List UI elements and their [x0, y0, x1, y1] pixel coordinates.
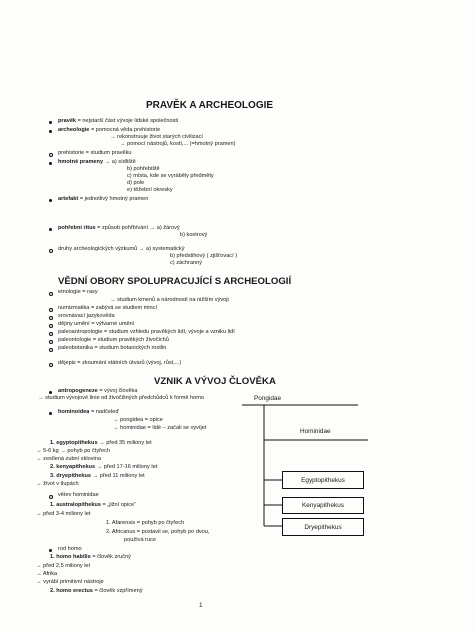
list-item: → pongidea = opice — [113, 417, 163, 423]
list-item: → před 2,5 miliony let — [36, 563, 91, 569]
bullet-circle — [49, 153, 53, 157]
list-item: → pomocí nástrojů, kostí,... (=hmotný pramen) — [120, 141, 236, 147]
list-item: artefakt = jednotlivý hmotný pramen — [58, 196, 149, 202]
list-item: dějiny umění = výtvarné umění — [58, 321, 135, 327]
list-item: b) pohřebiště — [127, 166, 160, 172]
list-item: pohřební ritus = způsob pohřbívání → a) žárový — [58, 225, 180, 231]
list-item: → studium kmenů a národností na nižším vývoji — [110, 297, 229, 303]
bullet — [49, 130, 52, 133]
diagram-root-label: Pongidae — [254, 395, 282, 402]
list-item: c) záchranný — [170, 260, 203, 266]
diagram-branch-label: Hominidae — [300, 428, 331, 435]
bullet — [49, 549, 52, 552]
list-item: hmotné prameny → a) sídliště — [58, 159, 136, 165]
bullet — [49, 121, 52, 124]
diagram-box-dryepithekus: Dryepithekus — [282, 518, 364, 536]
bullet — [49, 162, 52, 165]
list-item: rod homo — [58, 546, 82, 552]
bullet — [49, 412, 52, 415]
list-item: → rekonstruuje život starých civilizací — [110, 134, 203, 140]
list-item: → 5-6 kg → pohyb po čtyřech — [36, 448, 110, 454]
list-item: paleoantropologie = studium vzhledu pravěkých lidí, vývoje a vzniku lidí — [58, 329, 235, 335]
list-item: používá ruce — [124, 537, 157, 543]
list-item: dějepis = zkoumání státních útvarů (vývoj, růst,...) — [58, 360, 182, 366]
list-item: 2. homo erectus = člověk vzpřímený — [50, 588, 143, 594]
list-item: numizmatika = zabývá se studiem mincí — [58, 305, 158, 311]
bullet-circle — [49, 332, 53, 336]
page-title: PRAVĚK A ARCHEOLOGIE — [146, 100, 274, 111]
bullet-circle — [49, 308, 53, 312]
list-item: prehistorie = studium pravěku — [58, 150, 132, 156]
list-item: 2. Africanus = postavil se, pohyb po dvou, — [106, 529, 210, 535]
list-item: 1. homo habilis = člověk zručný — [50, 554, 131, 560]
page-number: 1 — [199, 602, 203, 609]
list-item: etnologie = rasy — [58, 289, 98, 295]
bullet-circle — [49, 316, 53, 320]
list-item: 2. kenyapithekus → před 17-16 miliony let — [50, 464, 158, 470]
diagram-box-egyptopithekus: Egyptopithekus — [282, 471, 364, 489]
list-item: c) místa, kde se vyráběly předměty — [127, 173, 214, 179]
bullet-circle — [49, 292, 53, 296]
section-heading: VZNIK A VÝVOJ ČLOVĚKA — [154, 376, 276, 387]
bullet-circle — [49, 348, 53, 352]
list-item: e) těžební okresky — [127, 187, 173, 193]
bullet — [49, 228, 52, 231]
list-item: → Afrika — [36, 571, 58, 577]
list-item: → vyrábí primitivní nástroje — [36, 579, 104, 585]
bullet-circle — [49, 324, 53, 328]
list-item: b) předstihový ( zjišťovací ) — [170, 253, 238, 259]
list-item: hominoidea = nadčeleď — [58, 409, 119, 415]
list-item: paleobotanika = studium botanických rostlin — [58, 345, 167, 351]
list-item: d) pole — [127, 180, 145, 186]
bullet-circle — [49, 363, 53, 367]
list-item: → život v tlupách — [36, 481, 79, 487]
list-item: → hominidae = lidé – začali se vyvíjet — [113, 425, 207, 431]
list-item: 3. dryepithekus → před 11 miliony let — [50, 473, 145, 479]
bullet-circle — [49, 495, 53, 499]
list-item: pravěk = nejstarší část vývoje lidské společnosti — [58, 118, 179, 124]
list-item: archeologie = pomocná věda prehistorie — [58, 127, 161, 133]
diagram-box-kenyapithekus: Kenyapithekus — [282, 497, 364, 514]
list-item: srovnávací jazykověda — [58, 313, 115, 319]
list-item: druhy archeologických výzkumů → a) systematický — [58, 246, 185, 252]
list-item: 1. Afarensis = pohyb po čtyřech — [106, 520, 185, 526]
list-item: paleontologie = studium pravěkých živočichů — [58, 337, 169, 343]
list-item: b) kostrový — [180, 232, 208, 238]
list-item: 1. egyptopithekus → před 35 miliony let — [50, 440, 152, 446]
bullet — [49, 391, 52, 394]
evolution-diagram — [230, 388, 450, 558]
list-item: větev hominidae — [58, 492, 99, 498]
bullet — [49, 199, 52, 202]
section-heading: VĚDNÍ OBORY SPOLUPRACUJÍCÍ S ARCHEOLOGIÍ — [58, 276, 292, 287]
list-item: 1. australopithekus = „jižní opice“ — [50, 502, 136, 508]
list-item: antropogeneze = vývoj člověka — [58, 388, 138, 394]
list-item: → studium vývojové linie od živočišných předchůdců k formě homo — [38, 395, 205, 401]
bullet-circle — [49, 340, 53, 344]
bullet-circle — [49, 249, 53, 253]
list-item: → zesílená zubní sklovina — [36, 456, 101, 462]
list-item: → před 3-4 miliony let — [36, 511, 91, 517]
